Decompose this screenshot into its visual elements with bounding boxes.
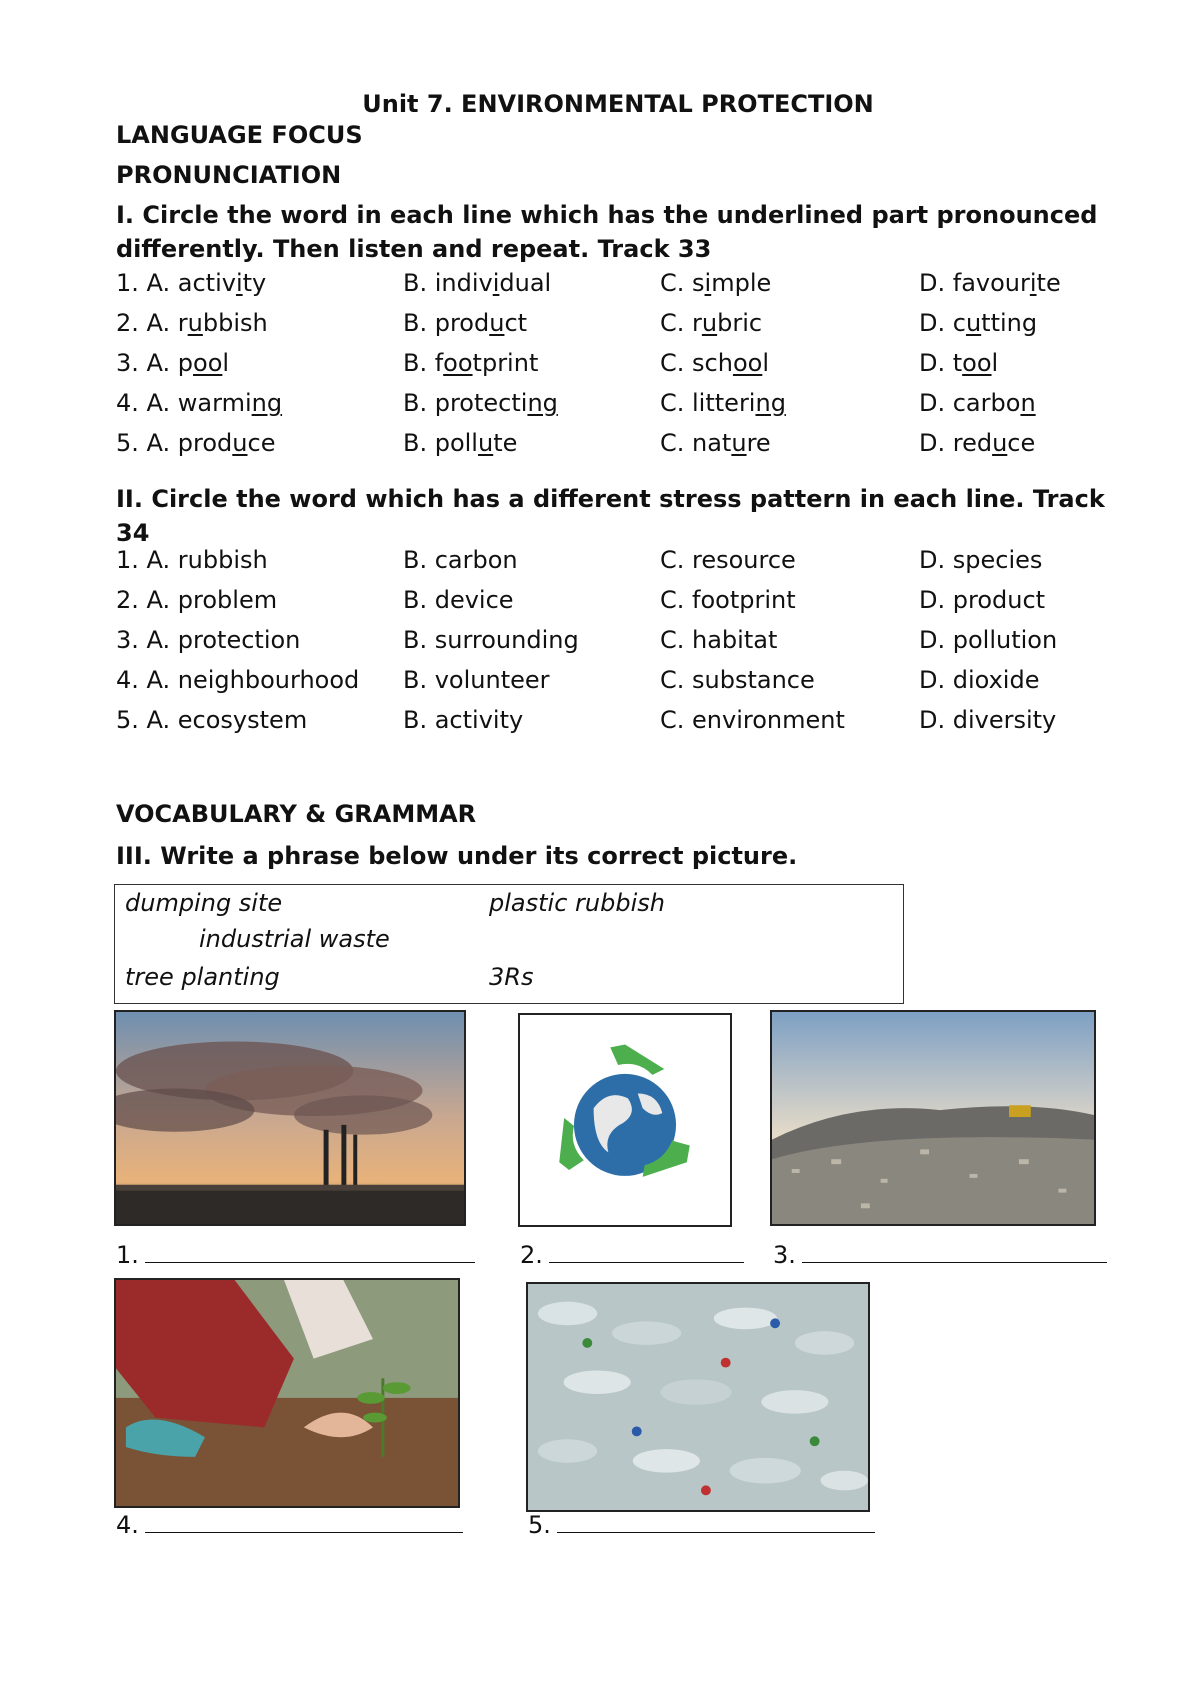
option-text: B. indiv [403,269,493,297]
underlined-part: oo [193,349,223,377]
answer-option[interactable] [116,349,229,377]
option-text: 1. A. activ [116,269,236,297]
answer-option[interactable] [660,269,771,297]
answer-option[interactable] [116,309,268,337]
answer-option[interactable]: 1. A. rubbish [116,546,268,574]
section-vocabulary-grammar: VOCABULARY & GRAMMAR [116,800,477,828]
ex2-instruction-line2: 34 [116,519,150,547]
phrase-dumping-site: dumping site [125,889,283,917]
answer-option[interactable]: B. device [403,586,514,614]
section-pronunciation: PRONUNCIATION [116,161,342,189]
answer-option[interactable] [919,429,1035,457]
answer-option[interactable]: B. volunteer [403,666,550,694]
option-text: te [1036,269,1061,297]
ex2-row [116,626,1116,660]
option-text: 5. A. prod [116,429,233,457]
blank-number: 2. [520,1241,543,1269]
underlined-part: i [704,269,712,297]
answer-option[interactable]: D. pollution [919,626,1058,654]
ex3-instruction: III. Write a phrase below under its correct picture. [116,842,798,870]
tree-planting-photo [114,1278,460,1508]
answer-blank-1[interactable] [116,1240,475,1269]
option-text: l [222,349,230,377]
answer-option[interactable] [403,349,538,377]
answer-option[interactable]: D. species [919,546,1043,574]
blank-number: 5. [528,1511,551,1539]
underlined-part: u [731,429,747,457]
answer-option[interactable] [116,429,275,457]
option-text: 3. A. p [116,349,194,377]
underlined-part: ng [755,389,786,417]
phrase-plastic-rubbish: plastic rubbish [489,889,665,917]
option-text: C. nat [660,429,732,457]
option-text: C. r [660,309,702,337]
ex1-row [116,269,1116,303]
answer-option[interactable] [403,309,527,337]
underlined-part: u [701,309,718,337]
answer-option[interactable]: C. habitat [660,626,778,654]
underlined-part: u [477,429,494,457]
option-text: D. red [919,429,993,457]
answer-option[interactable]: D. product [919,586,1046,614]
option-text: B. prod [403,309,490,337]
option-text: re [746,429,771,457]
underlined-part: u [187,309,203,337]
underlined-part: u [489,309,505,337]
answer-option[interactable] [403,269,551,297]
underlined-part: i [492,269,500,297]
option-text: C. s [660,269,705,297]
answer-option[interactable]: D. dioxide [919,666,1040,694]
answer-option[interactable]: 5. A. ecosystem [116,706,308,734]
answer-blank-2[interactable] [520,1240,744,1269]
underlined-part: i [235,269,243,297]
answer-option[interactable] [660,389,786,417]
ex1-instruction-line1: I. Circle the word in each line which has the underlined part pronounced [116,201,1098,229]
answer-option[interactable]: 2. A. problem [116,586,278,614]
answer-option[interactable] [660,429,771,457]
answer-blank-5[interactable] [528,1510,875,1539]
answer-line[interactable] [145,1510,463,1533]
landfill-photo [770,1010,1096,1226]
option-text: bric [717,309,763,337]
option-text: 4. A. warmi [116,389,252,417]
ex1-row [116,349,1116,383]
answer-option[interactable] [116,269,266,297]
underlined-part: ng [251,389,283,417]
phrase-industrial-waste: industrial waste [199,925,390,953]
answer-option[interactable]: C. substance [660,666,815,694]
ex2-row [116,706,1116,740]
answer-line[interactable] [145,1240,475,1263]
ex1-row [116,309,1116,343]
blank-number: 3. [773,1241,796,1269]
option-text: tprint [472,349,539,377]
answer-option[interactable]: C. resource [660,546,796,574]
ex2-instruction-line1: II. Circle the word which has a different stress pattern in each line. Track [116,485,1105,513]
underlined-part: u [992,429,1008,457]
section-language-focus: LANGUAGE FOCUS [116,121,363,149]
answer-option[interactable]: B. carbon [403,546,518,574]
plastic-bottles-photo [526,1282,870,1512]
ex1-row [116,429,1116,463]
answer-blank-3[interactable] [773,1240,1107,1269]
answer-option[interactable]: C. environment [660,706,845,734]
answer-option[interactable]: B. surrounding [403,626,579,654]
underlined-part: n [1020,389,1036,417]
answer-option[interactable] [919,349,998,377]
page-title: Unit 7. ENVIRONMENTAL PROTECTION [362,90,874,118]
ex1-row [116,389,1116,423]
phrase-tree-planting: tree planting [125,963,280,991]
ex2-row [116,666,1116,700]
option-text: te [493,429,518,457]
option-text: D. favour [919,269,1030,297]
phrase-3rs: 3Rs [489,963,534,991]
option-text: B. poll [403,429,478,457]
answer-blank-4[interactable] [116,1510,463,1539]
option-text: dual [499,269,552,297]
answer-option[interactable] [660,349,769,377]
answer-option[interactable] [919,389,1036,417]
answer-line[interactable] [802,1240,1107,1263]
option-text: D. carbo [919,389,1021,417]
option-text: ct [504,309,528,337]
underlined-part: u [965,309,982,337]
phrase-box [114,884,904,1004]
answer-option[interactable] [660,309,762,337]
factory-smoke-photo [114,1010,466,1226]
option-text: D. t [919,349,963,377]
option-text: ce [247,429,276,457]
blank-number: 1. [116,1241,139,1269]
answer-option[interactable]: 3. A. protection [116,626,301,654]
option-text: B. protecti [403,389,528,417]
option-text: 2. A. r [116,309,188,337]
recycle-earth-icon [518,1013,732,1227]
underlined-part: oo [962,349,992,377]
answer-line[interactable] [549,1240,744,1263]
option-text: ce [1007,429,1036,457]
answer-option[interactable] [403,389,558,417]
answer-option[interactable]: D. diversity [919,706,1057,734]
underlined-part: i [1029,269,1037,297]
ex2-row [116,546,1116,580]
option-text: B. f [403,349,444,377]
underlined-part: oo [732,349,763,377]
option-text: tting [981,309,1038,337]
option-text: D. c [919,309,966,337]
answer-option[interactable] [919,309,1037,337]
option-text: mple [711,269,772,297]
answer-option[interactable]: B. activity [403,706,524,734]
underlined-part: ng [527,389,558,417]
option-text: l [991,349,999,377]
answer-option[interactable] [403,429,517,457]
option-text: C. litteri [660,389,756,417]
ex1-instruction-line2: differently. Then listen and repeat. Track 33 [116,235,712,263]
answer-option[interactable] [919,269,1061,297]
ex2-row [116,586,1116,620]
underlined-part: u [232,429,248,457]
option-text: C. sch [660,349,733,377]
option-text: l [762,349,769,377]
blank-number: 4. [116,1511,139,1539]
option-text: bbish [202,309,268,337]
underlined-part: oo [443,349,473,377]
answer-option[interactable]: 4. A. neighbourhood [116,666,360,694]
answer-line[interactable] [557,1510,875,1533]
answer-option[interactable] [116,389,282,417]
answer-option[interactable]: C. footprint [660,586,796,614]
option-text: ty [242,269,267,297]
